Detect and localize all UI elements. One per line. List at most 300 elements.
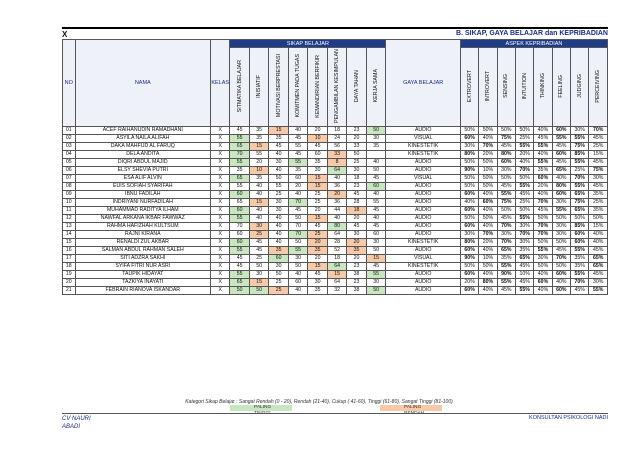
footer-company-line2: ABADI	[62, 424, 81, 430]
row-aspek-4: 60%	[534, 175, 552, 183]
row-sikap-1: 40	[249, 215, 268, 223]
row-no: 09	[63, 191, 76, 199]
row-sikap-0: 35	[230, 167, 249, 175]
row-sikap-2: 60	[269, 255, 288, 263]
row-nama: TAZKIYA INAYATI	[75, 279, 210, 287]
row-no: 14	[63, 231, 76, 239]
row-aspek-7: 35%	[589, 191, 608, 199]
row-sikap-4: 20	[308, 127, 327, 135]
row-aspek-7: 70%	[589, 127, 608, 135]
header-sikap-4	[308, 48, 327, 127]
row-aspek-5: 45%	[552, 159, 570, 167]
row-sikap-2: 40	[269, 223, 288, 231]
row-aspek-0: 50%	[460, 183, 478, 191]
row-nama: SYIFA FITRI NUR ASRI	[75, 263, 210, 271]
header-sikap-7-label: KERJA SAMA	[373, 69, 380, 103]
row-aspek-2: 30%	[497, 231, 515, 239]
header-sikap-1	[249, 48, 268, 127]
row-aspek-0: 60%	[460, 135, 478, 143]
row-aspek-0: 90%	[460, 255, 478, 263]
row-aspek-5: 40%	[552, 279, 570, 287]
row-aspek-5: 50%	[552, 263, 570, 271]
row-sikap-5: 52	[327, 247, 346, 255]
row-aspek-3: 50%	[515, 207, 533, 215]
row-aspek-0: 60%	[460, 223, 478, 231]
row-sikap-0: 65	[230, 199, 249, 207]
row-aspek-0: 80%	[460, 151, 478, 159]
row-aspek-2: 45%	[497, 183, 515, 191]
row-sikap-5: 80	[327, 223, 346, 231]
row-sikap-1: 35	[249, 127, 268, 135]
row-sikap-1: 40	[249, 183, 268, 191]
row-sikap-3: 35	[288, 167, 307, 175]
header-aspek-7	[589, 48, 608, 127]
header-sikap-7	[366, 48, 386, 127]
row-sikap-3: 60	[288, 175, 307, 183]
row-aspek-1: 40%	[479, 135, 497, 143]
row-sikap-1: 35	[249, 135, 268, 143]
row-aspek-7: 45%	[589, 159, 608, 167]
header-sikap-2	[269, 48, 288, 127]
row-aspek-7: 65%	[589, 255, 608, 263]
row-no: 19	[63, 271, 76, 279]
row-aspek-2: 65%	[497, 247, 515, 255]
row-sikap-4: 25	[308, 191, 327, 199]
header-aspek-4-label: THINKING	[540, 73, 546, 99]
row-sikap-7: 50	[366, 127, 386, 135]
table-row	[63, 127, 608, 135]
row-sikap-2: 40	[269, 231, 288, 239]
row-aspek-4: 50%	[534, 239, 552, 247]
row-aspek-1: 70%	[479, 143, 497, 151]
row-sikap-3: 70	[288, 223, 307, 231]
row-sikap-1: 40	[249, 191, 268, 199]
row-gaya: AUDIO	[386, 223, 461, 231]
row-aspek-1: 70%	[479, 231, 497, 239]
row-sikap-4: 35	[308, 159, 327, 167]
row-kelas: X	[210, 263, 229, 271]
top-rule	[62, 27, 608, 29]
bottom-rule	[62, 413, 608, 414]
row-kelas: X	[210, 159, 229, 167]
row-sikap-1: 35	[249, 175, 268, 183]
row-sikap-6: 30	[347, 167, 366, 175]
row-aspek-1: 40%	[479, 287, 497, 295]
row-gaya: VISUAL	[386, 255, 461, 263]
row-aspek-6: 55%	[571, 247, 589, 255]
row-sikap-1: 10	[249, 167, 268, 175]
row-aspek-1: 40%	[479, 207, 497, 215]
row-kelas: X	[210, 151, 229, 159]
row-aspek-7: 25%	[589, 143, 608, 151]
row-aspek-1: 10%	[479, 255, 497, 263]
row-no: 04	[63, 151, 76, 159]
row-kelas: X	[210, 199, 229, 207]
row-sikap-3: 55	[288, 159, 307, 167]
row-nama: RAJNI KIRANA	[75, 231, 210, 239]
row-aspek-4: 40%	[534, 287, 552, 295]
row-aspek-7: 55%	[589, 287, 608, 295]
row-sikap-0: 55	[230, 183, 249, 191]
row-sikap-0: 70	[230, 223, 249, 231]
table-row	[63, 255, 608, 263]
row-kelas: X	[210, 143, 229, 151]
row-aspek-7: 40%	[589, 231, 608, 239]
row-sikap-2: 30	[269, 207, 288, 215]
row-aspek-2: 50%	[497, 127, 515, 135]
row-nama: DAKA MAHFUD AL FARUQ	[75, 143, 210, 151]
row-aspek-6: 75%	[571, 143, 589, 151]
row-kelas: X	[210, 215, 229, 223]
row-nama: RAHMA HAFIZHAH KULTSUM	[75, 223, 210, 231]
row-nama: ELSY SHEVIA PUTRI	[75, 167, 210, 175]
row-sikap-7: 50	[366, 167, 386, 175]
row-aspek-3: 55%	[515, 183, 533, 191]
row-gaya: AUDIO	[386, 191, 461, 199]
row-sikap-1: 45	[249, 239, 268, 247]
table-body	[63, 127, 608, 295]
row-sikap-7	[366, 151, 386, 159]
row-sikap-6: 18	[347, 175, 366, 183]
row-aspek-0: 60%	[460, 247, 478, 255]
row-sikap-2: 55	[269, 183, 288, 191]
row-aspek-7: 50%	[589, 215, 608, 223]
row-sikap-5: 20	[327, 191, 346, 199]
row-gaya: KINESTETIK	[386, 263, 461, 271]
row-kelas: X	[210, 247, 229, 255]
row-gaya: AUDIO	[386, 199, 461, 207]
row-nama: ASYILA NAILA ALIFAH	[75, 135, 210, 143]
row-kelas: X	[210, 279, 229, 287]
row-aspek-2: 60%	[497, 159, 515, 167]
row-gaya: AUDIO	[386, 215, 461, 223]
header-sikap-0-label: SITMATIKA BELAJAR	[236, 59, 243, 113]
row-no: 21	[63, 287, 76, 295]
row-sikap-0: 60	[230, 191, 249, 199]
row-sikap-5: 18	[327, 127, 346, 135]
row-aspek-1: 50%	[479, 127, 497, 135]
row-sikap-6: 20	[347, 215, 366, 223]
row-sikap-3: 60	[288, 279, 307, 287]
row-aspek-0: 50%	[460, 263, 478, 271]
row-aspek-3: 70%	[515, 231, 533, 239]
row-sikap-6: 20	[347, 255, 366, 263]
row-no: 15	[63, 239, 76, 247]
row-sikap-5: 8	[327, 159, 346, 167]
row-sikap-2: 40	[269, 167, 288, 175]
table-row	[63, 199, 608, 207]
row-sikap-6: 50	[347, 151, 366, 159]
row-aspek-2: 55%	[497, 279, 515, 287]
row-sikap-0: 55	[230, 135, 249, 143]
row-sikap-1: 30	[249, 223, 268, 231]
row-aspek-0: 30%	[460, 143, 478, 151]
row-sikap-0: 55	[230, 247, 249, 255]
legend-high-label: PALING	[254, 405, 272, 410]
row-aspek-1: 50%	[479, 175, 497, 183]
row-sikap-0: 60	[230, 231, 249, 239]
row-aspek-7: 45%	[589, 271, 608, 279]
row-aspek-6: 55%	[571, 159, 589, 167]
row-nama: MUHAMMAD RADITYA ILHAM	[75, 207, 210, 215]
row-aspek-1: 40%	[479, 223, 497, 231]
header-aspek-0-label: EXTROVERT	[466, 69, 473, 103]
row-aspek-7: 30%	[589, 279, 608, 287]
row-sikap-5: 32	[327, 287, 346, 295]
row-aspek-2: 55%	[497, 263, 515, 271]
table-row	[63, 191, 608, 199]
row-sikap-3: 50	[288, 263, 307, 271]
row-sikap-3: 20	[288, 183, 307, 191]
row-sikap-0: 45	[230, 255, 249, 263]
row-sikap-2: 35	[269, 135, 288, 143]
row-aspek-4: 70%	[534, 231, 552, 239]
row-aspek-4: 40%	[534, 151, 552, 159]
row-aspek-0: 20%	[460, 279, 478, 287]
row-sikap-1: 50	[249, 263, 268, 271]
row-sikap-6: 25	[347, 159, 366, 167]
row-no: 01	[63, 127, 76, 135]
row-sikap-1: 15	[249, 143, 268, 151]
row-nama: DIQRI ABDUL MAJID	[75, 159, 210, 167]
row-aspek-2: 50%	[497, 207, 515, 215]
header-aspek-4	[534, 48, 552, 127]
row-aspek-2: 55%	[497, 191, 515, 199]
row-sikap-4: 45	[308, 143, 327, 151]
row-sikap-5: 64	[327, 231, 346, 239]
table-row	[63, 183, 608, 191]
row-no: 10	[63, 199, 76, 207]
row-sikap-3: 50	[288, 215, 307, 223]
table-row	[63, 287, 608, 295]
table-row	[63, 239, 608, 247]
row-aspek-5: 45%	[552, 247, 570, 255]
row-aspek-3: 25%	[515, 199, 533, 207]
row-aspek-6: 85%	[571, 151, 589, 159]
row-sikap-5: 40	[327, 175, 346, 183]
row-aspek-3: 30%	[515, 239, 533, 247]
row-aspek-1: 50%	[479, 159, 497, 167]
row-sikap-5: 40	[327, 215, 346, 223]
row-aspek-3: 55%	[515, 215, 533, 223]
row-aspek-4: 45%	[534, 207, 552, 215]
row-sikap-0: 65	[230, 279, 249, 287]
table-row	[63, 263, 608, 271]
row-no: 11	[63, 207, 76, 215]
row-sikap-4: 30	[308, 279, 327, 287]
row-aspek-2: 50%	[497, 175, 515, 183]
row-aspek-0: 60%	[460, 207, 478, 215]
row-sikap-6: 23	[347, 263, 366, 271]
row-aspek-6: 55%	[571, 183, 589, 191]
row-aspek-2: 45%	[497, 287, 515, 295]
row-kelas: X	[210, 135, 229, 143]
row-sikap-5: 64	[327, 279, 346, 287]
row-kelas: X	[210, 191, 229, 199]
row-sikap-4: 20	[308, 207, 327, 215]
row-sikap-1: 45	[249, 247, 268, 255]
row-aspek-6: 70%	[571, 279, 589, 287]
header-sikap-5	[327, 48, 346, 127]
row-sikap-3: 50	[288, 239, 307, 247]
row-sikap-6: 35	[347, 247, 366, 255]
row-aspek-6: 55%	[571, 135, 589, 143]
row-kelas: X	[210, 239, 229, 247]
row-sikap-1: 25	[249, 231, 268, 239]
header-sikap-1-label: INISIATIF	[256, 74, 263, 98]
row-sikap-3: 45	[288, 135, 307, 143]
row-sikap-4: 30	[308, 167, 327, 175]
header-aspek-5-label: FEELING	[558, 74, 565, 98]
row-kelas: X	[210, 255, 229, 263]
row-sikap-2: 40	[269, 215, 288, 223]
footer-consultant: KONSULTAN PSIKOLOGI NADI	[529, 415, 608, 421]
row-sikap-7: 55	[366, 271, 386, 279]
row-aspek-1: 50%	[479, 183, 497, 191]
table-row	[63, 167, 608, 175]
row-gaya: VISUAL	[386, 135, 461, 143]
row-aspek-2: 75%	[497, 199, 515, 207]
row-aspek-7: 45%	[589, 135, 608, 143]
row-sikap-4: 35	[308, 247, 327, 255]
row-gaya: AUDIO	[386, 207, 461, 215]
row-sikap-2: 40	[269, 239, 288, 247]
row-gaya: AUDIO	[386, 127, 461, 135]
row-aspek-7: 35%	[589, 207, 608, 215]
row-sikap-7: 40	[366, 159, 386, 167]
header-sikap-group: SIKAP BELAJAR	[230, 40, 386, 48]
table-row	[63, 231, 608, 239]
row-sikap-2: 30	[269, 159, 288, 167]
row-aspek-4: 70%	[534, 223, 552, 231]
row-sikap-0: 70	[230, 151, 249, 159]
row-gaya: AUDIO	[386, 279, 461, 287]
row-aspek-7: 15%	[589, 223, 608, 231]
table-row	[63, 135, 608, 143]
row-sikap-7: 15	[366, 255, 386, 263]
row-aspek-3: 45%	[515, 263, 533, 271]
row-nama: DELA ANDITA	[75, 151, 210, 159]
row-aspek-4: 45%	[534, 135, 552, 143]
table-row	[63, 223, 608, 231]
row-sikap-2: 15	[269, 127, 288, 135]
header-sikap-5-label: PENGAMBILAN KESIMPULAN	[334, 49, 341, 123]
row-aspek-6: 25%	[571, 167, 589, 175]
row-aspek-5: 40%	[552, 175, 570, 183]
row-aspek-5: 45%	[552, 143, 570, 151]
row-no: 20	[63, 279, 76, 287]
row-sikap-3: 40	[288, 191, 307, 199]
row-aspek-7: 15%	[589, 151, 608, 159]
row-aspek-6: 60%	[571, 239, 589, 247]
row-sikap-0: 55	[230, 271, 249, 279]
header-sikap-3	[288, 48, 307, 127]
row-nama: IBNU FADILAH	[75, 191, 210, 199]
row-aspek-2: 35%	[497, 255, 515, 263]
row-aspek-3: 55%	[515, 143, 533, 151]
row-aspek-6: 30%	[571, 127, 589, 135]
row-aspek-4: 50%	[534, 263, 552, 271]
row-sikap-4: 20	[308, 239, 327, 247]
row-gaya: KINESTETIK	[386, 151, 461, 159]
row-aspek-1: 80%	[479, 279, 497, 287]
row-aspek-6: 65%	[571, 191, 589, 199]
row-sikap-7: 45	[366, 207, 386, 215]
row-sikap-6: 30	[347, 231, 366, 239]
row-sikap-6: 33	[347, 143, 366, 151]
row-aspek-3: 20%	[515, 151, 533, 159]
row-aspek-5: 60%	[552, 127, 570, 135]
row-sikap-0: 60	[230, 239, 249, 247]
row-aspek-5: 50%	[552, 239, 570, 247]
header-sikap-3-label: KOMITMEN PADA TUGAS	[295, 54, 302, 118]
row-aspek-0: 80%	[460, 239, 478, 247]
row-sikap-7: 30	[366, 135, 386, 143]
row-nama: SITI ADZRA SAKHI	[75, 255, 210, 263]
row-sikap-6: 45	[347, 223, 366, 231]
row-aspek-4: 55%	[534, 159, 552, 167]
row-aspek-4: 20%	[534, 183, 552, 191]
row-aspek-0: 30%	[460, 231, 478, 239]
row-sikap-3: 45	[288, 151, 307, 159]
table-row	[63, 151, 608, 159]
header-sikap-4-label: KEMANDIRIAN BERFIKIR	[314, 54, 321, 118]
row-aspek-1: 20%	[479, 151, 497, 159]
row-no: 17	[63, 255, 76, 263]
row-no: 02	[63, 135, 76, 143]
row-aspek-5: 30%	[552, 231, 570, 239]
row-aspek-7: 65%	[589, 263, 608, 271]
row-aspek-3: 50%	[515, 127, 533, 135]
header-aspek-2	[497, 48, 515, 127]
row-sikap-4: 15	[308, 183, 327, 191]
row-aspek-6: 75%	[571, 199, 589, 207]
row-sikap-2: 45	[269, 143, 288, 151]
row-sikap-4: 45	[308, 223, 327, 231]
row-sikap-3: 30	[288, 255, 307, 263]
row-sikap-0: 55	[230, 159, 249, 167]
row-sikap-6: 45	[347, 191, 366, 199]
row-aspek-2: 80%	[497, 151, 515, 159]
row-aspek-4: 30%	[534, 255, 552, 263]
row-aspek-4: 40%	[534, 127, 552, 135]
row-sikap-1: 40	[249, 207, 268, 215]
row-sikap-0: 45	[230, 263, 249, 271]
row-sikap-1: 55	[249, 151, 268, 159]
row-aspek-4: 50%	[534, 215, 552, 223]
row-sikap-1: 50	[249, 287, 268, 295]
row-sikap-4: 35	[308, 287, 327, 295]
row-sikap-1: 25	[249, 255, 268, 263]
row-kelas: X	[210, 183, 229, 191]
header-aspek-3-label: INTUITION	[521, 72, 528, 100]
row-kelas: X	[210, 271, 229, 279]
row-aspek-1: 40%	[479, 271, 497, 279]
row-sikap-7: 40	[366, 215, 386, 223]
header-nama: NAMA	[75, 40, 210, 127]
row-kelas: X	[210, 231, 229, 239]
row-sikap-6: 20	[347, 239, 366, 247]
row-nama: ESA ALIF ALVIN	[75, 175, 210, 183]
row-aspek-1: 10%	[479, 167, 497, 175]
row-gaya: VISUAL	[386, 175, 461, 183]
row-sikap-2: 50	[269, 175, 288, 183]
header-aspek-2-label: SENSING	[503, 74, 510, 98]
header-sikap-6	[347, 48, 366, 127]
row-sikap-6: 18	[347, 207, 366, 215]
row-aspek-0: 50%	[460, 127, 478, 135]
row-gaya: AUDIO	[386, 287, 461, 295]
